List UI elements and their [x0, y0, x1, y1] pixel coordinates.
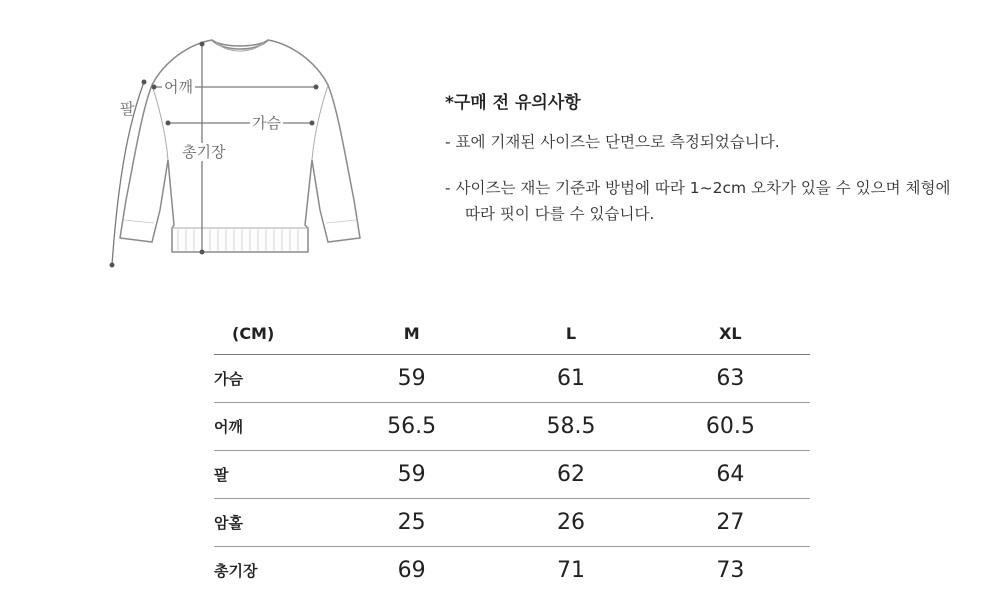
size-table: [214, 312, 810, 594]
table-row: [214, 547, 810, 595]
table-row: [214, 451, 810, 499]
note-item: - 사이즈는 재는 기준과 방법에 따라 1~2cm 오차가 있을 수 있으며 체형에 따라 핏이 다를 수 있습니다.: [445, 179, 951, 223]
cell-value: 64: [651, 451, 810, 499]
length-label: 총기장: [182, 143, 226, 161]
size-header-xl: XL: [651, 312, 810, 355]
row-label: 총기장: [214, 562, 258, 580]
cell-value: 59: [332, 451, 491, 499]
cell-value: 59: [332, 355, 491, 403]
size-header-l: L: [491, 312, 650, 355]
row-label: 가슴: [214, 355, 332, 403]
shoulder-label: 어깨: [164, 78, 193, 96]
cell-value: 60.5: [651, 403, 810, 451]
row-label: 어깨: [214, 403, 332, 451]
cell-value: 58.5: [491, 403, 650, 451]
table-header-row: [214, 312, 810, 355]
table-row: [214, 403, 810, 451]
cell-value: 61: [491, 355, 650, 403]
row-label: 팔: [214, 451, 332, 499]
row-label: 암홀: [214, 499, 332, 547]
sweatshirt-illustration: [100, 30, 380, 280]
cell-value: 63: [651, 355, 810, 403]
purchase-notes: [445, 88, 965, 227]
cell-value: 25: [332, 499, 491, 547]
cell-value: 71: [556, 558, 585, 583]
cell-value: 56.5: [332, 403, 491, 451]
cell-value: 62: [491, 451, 650, 499]
table-row: [214, 355, 810, 403]
chest-label: 가슴: [252, 114, 281, 132]
cell-value: 73: [716, 558, 745, 583]
arm-label: 팔: [120, 100, 135, 118]
table-row: [214, 499, 810, 547]
unit-header: (CM): [214, 312, 332, 355]
cell-value: 27: [651, 499, 810, 547]
measurement-diagram: [100, 30, 380, 280]
size-header-m: M: [332, 312, 491, 355]
cell-value: 26: [491, 499, 650, 547]
cell-value: 69: [397, 558, 426, 583]
notes-title: *구매 전 유의사항: [445, 93, 581, 113]
note-item: - 표에 기재된 사이즈는 단면으로 측정되었습니다.: [445, 133, 780, 151]
